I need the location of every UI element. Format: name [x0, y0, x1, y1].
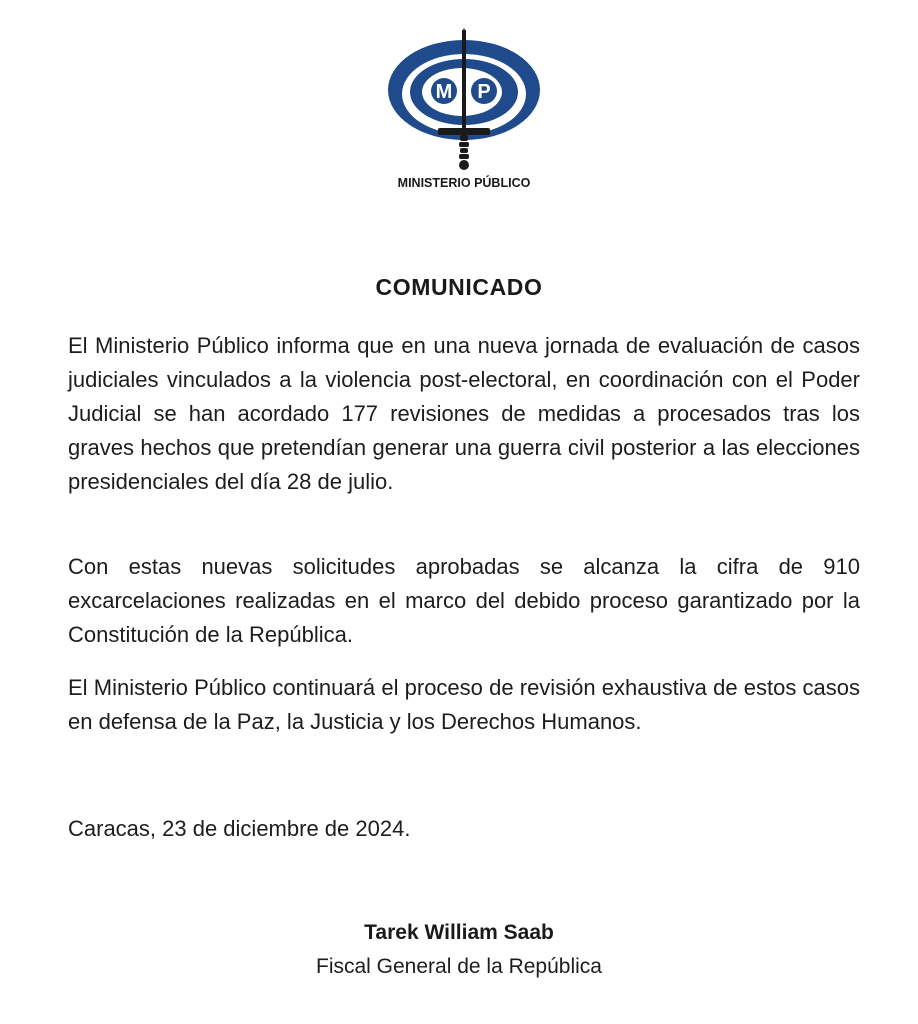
- logo-emblem: [378, 28, 550, 198]
- logo-initial-p: P: [477, 81, 491, 103]
- logo-caption: MINISTERIO PÚBLICO: [397, 176, 531, 190]
- place-and-date: Caracas, 23 de diciembre de 2024.: [68, 816, 411, 841]
- signatory-name: Tarek William Saab: [364, 921, 554, 944]
- sword-blade: [462, 30, 466, 132]
- signatory-title: Fiscal General de la República: [316, 955, 602, 978]
- logo-initial-m: M: [435, 81, 453, 103]
- paragraph-3: El Ministerio Público continuará el proceso de revisión exhaustiva de estos casos en defensa de la Paz, la Justicia y los Derechos Humanos.: [68, 675, 860, 734]
- document-heading: COMUNICADO: [375, 274, 543, 300]
- sword-pommel: [459, 160, 469, 170]
- paragraph-2: Con estas nuevas solicitudes aprobadas se alcanza la cifra de 910 excarcelaciones realizadas en el marco del debido proceso garantizado por la Constitución de la República.: [68, 554, 860, 647]
- paragraph-1: El Ministerio Público informa que en una nueva jornada de evaluación de casos judiciales vinculados a la violencia post-electoral, en coordinación con el Poder Judicial se han acordado 177 revisiones de medidas a procesados tras los graves hechos que pretendían generar una guerra civil posterior a las elecciones presidenciales del día 28 de julio.: [68, 333, 860, 494]
- ministerio-publico-logo: [378, 28, 550, 198]
- sword-crossguard: [438, 128, 490, 135]
